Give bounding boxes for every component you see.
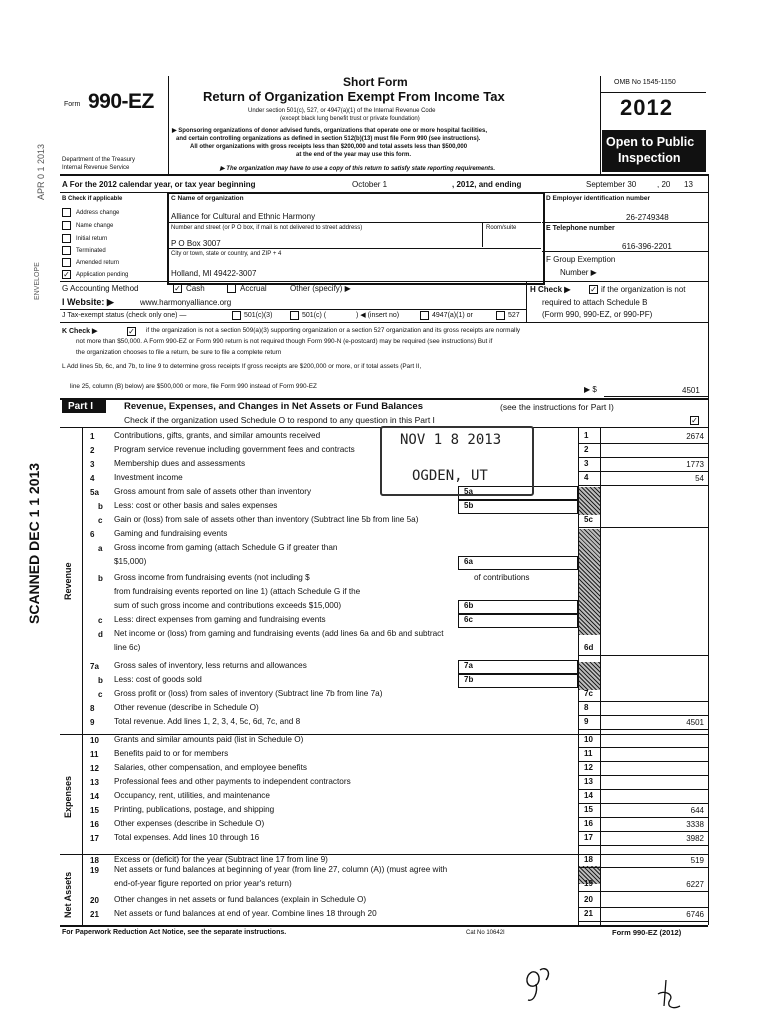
501c-label: 501(c) ( <box>302 312 327 319</box>
line-box-label: 19 <box>584 879 593 888</box>
inner-amount-box[interactable] <box>458 556 578 570</box>
ogden-stamp: OGDEN, UT <box>412 468 488 484</box>
line-number: b <box>98 676 103 685</box>
sponsoring-line-3: All other organizations with gross receipts less than $200,000 and total assets less than $500,000 <box>190 144 468 150</box>
shaded-cells-7 <box>579 662 600 690</box>
line-description: Less: cost or other basis and sales expenses <box>114 501 278 510</box>
line-number: c <box>98 516 103 525</box>
line-amount[interactable]: 519 <box>690 856 704 865</box>
website-value[interactable]: www.harmonyalliance.org <box>140 298 232 307</box>
line-description: Other expenses (describe in Schedule O) <box>114 819 265 828</box>
h-label: H Check ▶ <box>530 285 571 294</box>
inner-box-label: 7b <box>464 675 474 684</box>
527-label: 527 <box>508 312 520 319</box>
line-number: b <box>98 574 103 583</box>
inner-box-label: 6b <box>464 601 474 610</box>
e-label: E Telephone number <box>546 225 615 232</box>
line-description: Other changes in net assets or fund balances (explain in Schedule O) <box>114 895 367 904</box>
net-assets-side-label: Net Assets <box>63 871 73 918</box>
signature-mark <box>652 976 686 1016</box>
line-box-label: 10 <box>584 735 593 744</box>
line-amount[interactable]: 6746 <box>686 910 704 919</box>
line-description: Net income or (loss) from gaming and fundraising events (add lines 6a and 6b and subtract <box>114 629 444 638</box>
line-number: 3 <box>90 460 95 469</box>
received-date-stamp: NOV 1 8 2013 <box>400 432 502 448</box>
line-description: Benefits paid to or for members <box>114 749 229 758</box>
amended-return-checkbox[interactable] <box>62 258 71 267</box>
address-change-checkbox[interactable] <box>62 208 71 217</box>
line-number: 5a <box>90 488 99 497</box>
inner-box-label: 5a <box>464 487 473 496</box>
name-change-checkbox[interactable] <box>62 221 71 230</box>
inner-amount-box[interactable] <box>458 674 578 688</box>
sponsoring-line-2: and certain controlling organizations as defined in section 512(b)(13) must file Form 990 (see instructions). <box>176 136 481 142</box>
line-description: Gross amount from sale of assets other than inventory <box>114 487 312 496</box>
line-number: 11 <box>90 750 99 759</box>
f-label: F Group Exemption <box>546 255 616 264</box>
line-description: Less: direct expenses from gaming and fundraising events <box>114 615 326 624</box>
line-number: 16 <box>90 820 99 829</box>
k-text-1: if the organization is not a section 509(a)(3) supporting organization or a section 527 organization and its gross receipts are normally <box>146 327 521 334</box>
inner-box-label: 5b <box>464 501 474 510</box>
line-number: 12 <box>90 764 99 773</box>
j-label: J Tax-exempt status (check only one) — <box>62 312 187 319</box>
line-box-label: 16 <box>584 819 593 828</box>
line-amount[interactable]: 2674 <box>686 432 704 441</box>
line-number: 14 <box>90 792 99 801</box>
city-state-zip[interactable]: Holland, MI 49422-3007 <box>171 269 257 278</box>
form-number: 990-EZ <box>88 90 154 113</box>
line-box-label: 6d <box>584 643 594 652</box>
line-number: 18 <box>90 856 99 865</box>
line-description-cont: end-of-year figure reported on prior year's return) <box>114 879 292 888</box>
org-name[interactable]: Alliance for Cultural and Ethnic Harmony <box>171 212 316 221</box>
h-text-1: if the organization is not <box>601 285 686 294</box>
shaded-cells-5 <box>579 487 600 515</box>
line-amount[interactable]: 4501 <box>686 718 704 727</box>
end-year: 13 <box>684 180 693 189</box>
4947-label: 4947(a)(1) or <box>432 312 473 319</box>
line-description: Contributions, gifts, grants, and similar amounts received <box>114 431 321 440</box>
line-description: Membership dues and assessments <box>114 459 246 468</box>
line-box-label: 1 <box>584 431 589 440</box>
under-section: Under section 501(c), 527, or 4947(a)(1) of the Internal Revenue Code <box>248 108 436 114</box>
insert-no-label: ) ◀ (insert no) <box>356 312 400 319</box>
room-label: Room/suite <box>486 225 517 231</box>
cash-label: Cash <box>186 284 205 293</box>
telephone-value[interactable]: 616-396-2201 <box>622 242 672 251</box>
line-description: Net assets or fund balances at end of year. Combine lines 18 through 20 <box>114 909 377 918</box>
inner-box-label: 6a <box>464 557 473 566</box>
line-description: Gross income from gaming (attach Schedule G if greater than <box>114 543 338 552</box>
line-description: Program service revenue including government fees and contracts <box>114 445 355 454</box>
expenses-side-label: Expenses <box>63 775 73 818</box>
part-1-title-suffix: (see the instructions for Part I) <box>500 402 614 412</box>
line-description: Gain or (loss) from sale of assets other than inventory (Subtract line 5b from line 5a) <box>114 515 419 524</box>
and-ending-label: , 2012, and ending <box>452 180 522 189</box>
line-box-label: 7c <box>584 689 593 698</box>
name-change-label: Name change <box>76 223 114 229</box>
line-box-label: 9 <box>584 717 589 726</box>
line-number: c <box>98 690 103 699</box>
d-label: D Employer identification number <box>546 195 651 202</box>
l-text-2: line 25, column (B) below) are $500,000 or more, file Form 990 instead of Form 990-EZ <box>70 383 317 390</box>
line-description: Total expenses. Add lines 10 through 16 <box>114 833 260 842</box>
end-year-prefix: , 20 <box>657 180 671 189</box>
line-box-label: 13 <box>584 777 593 786</box>
line-a-label: A For the 2012 calendar year, or tax year beginning <box>62 180 256 189</box>
side-stamp: APR 0 1 2013 <box>36 143 46 200</box>
line-description-cont: from fundraising events reported on line 1) (attach Schedule G if the <box>114 587 361 596</box>
amended-return-label: Amended return <box>76 260 120 266</box>
l-dollar: ▶ $ <box>584 385 597 394</box>
inner-amount-box[interactable] <box>458 500 578 514</box>
f-label-2: Number ▶ <box>560 268 597 277</box>
line-description: Investment income <box>114 473 183 482</box>
line-box-label: 18 <box>584 855 593 864</box>
line-box-label: 4 <box>584 473 589 482</box>
line-description: Gross sales of inventory, less returns and allowances <box>114 661 307 670</box>
open-to-public-line-1: Open to Public <box>606 135 695 149</box>
scanned-stamp: SCANNED DEC 1 1 2013 <box>26 462 42 624</box>
street-address[interactable]: P O Box 3007 <box>171 239 221 248</box>
501c3-checkbox[interactable] <box>232 311 241 320</box>
line-box-label: 5c <box>584 515 593 524</box>
line-box-label: 21 <box>584 909 593 918</box>
line-description: Occupancy, rent, utilities, and maintenance <box>114 791 270 800</box>
inner-box-label: 6c <box>464 615 473 624</box>
form-title: Return of Organization Exempt From Income Tax <box>203 89 505 104</box>
city-label: City or town, state or country, and ZIP + 4 <box>171 251 282 257</box>
line-description-cont: $15,000) <box>114 557 147 566</box>
g-label: G Accounting Method <box>62 284 139 293</box>
line-description-cont: sum of such gross income and contributions exceeds $15,000) <box>114 601 342 610</box>
tax-year-end: September 30 <box>586 180 637 189</box>
line-description: Salaries, other compensation, and employee benefits <box>114 763 307 772</box>
4947-checkbox[interactable] <box>420 311 429 320</box>
initial-return-checkbox[interactable] <box>62 234 71 243</box>
paperwork-notice: For Paperwork Reduction Act Notice, see the separate instructions. <box>62 929 287 936</box>
tax-year: 2012 <box>620 95 673 120</box>
application-pending-label: Application pending <box>76 272 129 278</box>
c-label: C Name of organization <box>171 195 244 202</box>
short-form-label: Short Form <box>343 75 408 89</box>
line-box-label: 3 <box>584 459 589 468</box>
accrual-checkbox[interactable] <box>227 284 236 293</box>
line-description-mid: of contributions <box>474 573 530 582</box>
line-number: 19 <box>90 866 99 875</box>
line-number: a <box>98 544 103 553</box>
omb-number: OMB No 1545-1150 <box>614 79 676 86</box>
501c3-label: 501(c)(3) <box>244 312 273 319</box>
line-box-label: 15 <box>584 805 593 814</box>
line-description: Total revenue. Add lines 1, 2, 3, 4, 5c, 6d, 7c, and 8 <box>114 717 301 726</box>
dept-line-1: Department of the Treasury <box>62 157 136 163</box>
line-number: 8 <box>90 704 95 713</box>
line-description: Gaming and fundraising events <box>114 529 228 538</box>
i-label: I Website: ▶ <box>62 297 114 307</box>
line-box-label: 11 <box>584 749 593 758</box>
line-description: Less: cost of goods sold <box>114 675 202 684</box>
initial-return-label: Initial return <box>76 236 108 242</box>
terminated-label: Terminated <box>76 248 106 254</box>
inner-amount-box[interactable] <box>458 660 578 674</box>
line-description: Grants and similar amounts paid (list in Schedule O) <box>114 735 304 744</box>
line-number: 7a <box>90 662 99 671</box>
line-number: 2 <box>90 446 95 455</box>
open-to-public-line-2: Inspection <box>618 151 681 165</box>
dept-line-2: Internal Revenue Service <box>62 165 130 171</box>
line-amount[interactable]: 3338 <box>686 820 704 829</box>
k-text-3: the organization chooses to file a return, be sure to file a complete return <box>76 349 282 356</box>
line-box-label: 20 <box>584 895 593 904</box>
line-amount[interactable]: 6227 <box>686 880 704 889</box>
line-box-label: 2 <box>584 445 589 454</box>
sponsoring-line-1: ▶ Sponsoring organizations of donor advised funds, organizations that operate one or more hospital facilities, <box>172 128 487 134</box>
other-method-label: Other (specify) ▶ <box>290 284 351 293</box>
line-number: 20 <box>90 896 99 905</box>
k-checkbox[interactable]: ✓ <box>128 327 135 336</box>
address-change-label: Address change <box>76 210 120 216</box>
line-number: 17 <box>90 834 99 843</box>
accrual-label: Accrual <box>240 284 267 293</box>
signature-initials <box>516 962 566 1008</box>
line-number: 4 <box>90 474 95 483</box>
schedule-b-checkbox[interactable]: ✓ <box>590 285 597 294</box>
schedule-o-checkbox[interactable]: ✓ <box>691 416 698 425</box>
ein-value[interactable]: 26-2749348 <box>626 213 669 222</box>
schedule-o-check-text: Check if the organization used Schedule O to respond to any question in this Part I <box>124 415 435 425</box>
line-number: d <box>98 630 103 639</box>
line-number: 10 <box>90 736 99 745</box>
line-description: Excess or (deficit) for the year (Subtract line 17 from line 9) <box>114 855 328 864</box>
line-number: 15 <box>90 806 99 815</box>
k-text-2: not more than $50,000. A Form 990-EZ or Form 990 return is not required though Form 990-N (e-postcard) may be required (see instructions) But if <box>76 338 493 345</box>
line-box-label: 17 <box>584 833 593 842</box>
line-amount[interactable]: 644 <box>690 806 704 815</box>
l-text-1: L Add lines 5b, 6c, and 7b, to line 9 to determine gross receipts If gross receipts are $200,000 or more, or if total assets (Part II, <box>62 363 422 370</box>
line-description: Other revenue (describe in Schedule O) <box>114 703 259 712</box>
line-description: Net assets or fund balances at beginning of year (from line 27, column (A)) (must agree with <box>114 865 448 874</box>
inner-amount-box[interactable] <box>458 614 578 628</box>
street-label: Number and street (or P O box, if mail is not delivered to street address) <box>171 225 363 231</box>
line-number: 13 <box>90 778 99 787</box>
part-1-title: Revenue, Expenses, and Changes in Net Assets or Fund Balances <box>124 401 423 412</box>
line-description: Printing, publications, postage, and shipping <box>114 805 275 814</box>
cash-checkbox[interactable]: ✓ <box>174 284 181 293</box>
line-description-cont: line 6c) <box>114 643 141 652</box>
shaded-cells-6 <box>579 529 600 635</box>
line-amount[interactable]: 54 <box>695 474 704 483</box>
side-stamp-2: ENVELOPE <box>34 262 41 300</box>
527-checkbox[interactable] <box>496 311 505 320</box>
cat-number: Cat No 10642I <box>466 930 505 936</box>
form-label: Form <box>64 101 81 108</box>
line-number: 21 <box>90 910 99 919</box>
h-text-2: required to attach Schedule B <box>542 298 648 307</box>
inner-box-label: 7a <box>464 661 473 670</box>
b-label: B Check if applicable <box>62 196 123 202</box>
line-amount[interactable]: 1773 <box>686 460 704 469</box>
line-description: Gross profit or (loss) from sales of inventory (Subtract line 7b from line 7a) <box>114 689 383 698</box>
line-amount[interactable]: 3982 <box>686 834 704 843</box>
line-box-label: 8 <box>584 703 589 712</box>
line-box-label: 12 <box>584 763 593 772</box>
line-number: b <box>98 502 103 511</box>
except-black-lung: (except black lung benefit trust or private foundation) <box>280 116 420 122</box>
form-reference: Form 990-EZ (2012) <box>612 928 682 937</box>
inner-amount-box[interactable] <box>458 600 578 614</box>
line-description: Gross income from fundraising events (not including $ <box>114 573 310 582</box>
line-number: 6 <box>90 530 95 539</box>
tax-year-begin: October 1 <box>352 180 388 189</box>
part-1-label: Part I <box>68 401 94 412</box>
gross-receipts-value[interactable]: 4501 <box>682 386 700 395</box>
revenue-side-label: Revenue <box>63 562 73 600</box>
copy-notice: ▶ The organization may have to use a copy of this return to satisfy state reporting requirements. <box>220 166 496 172</box>
terminated-checkbox[interactable] <box>62 246 71 255</box>
k-label: K Check ▶ <box>62 328 98 335</box>
application-pending-checkbox[interactable]: ✓ <box>63 270 70 279</box>
501c-checkbox[interactable] <box>290 311 299 320</box>
line-number: 9 <box>90 718 95 727</box>
h-text-3: (Form 990, 990-EZ, or 990-PF) <box>542 310 653 319</box>
line-number: 1 <box>90 432 95 441</box>
sponsoring-line-4: at the end of the year may use this form. <box>296 152 412 158</box>
line-box-label: 14 <box>584 791 593 800</box>
line-number: c <box>98 616 103 625</box>
line-description: Professional fees and other payments to independent contractors <box>114 777 351 786</box>
